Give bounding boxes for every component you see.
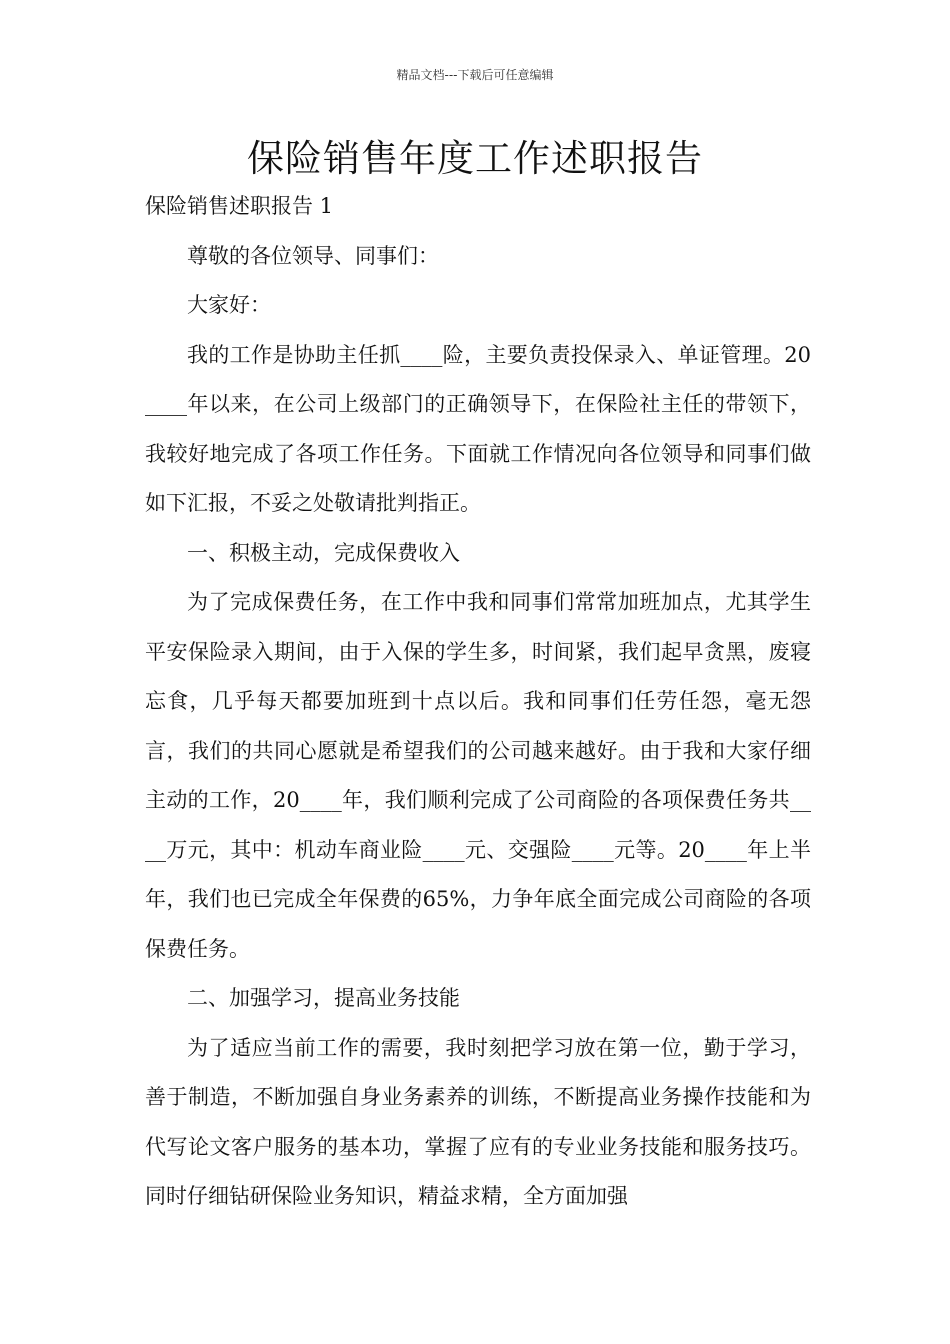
header-note: 精品文档---下载后可任意编辑 [396, 68, 554, 82]
section-heading-1: 一、积极主动，完成保费收入 [187, 540, 460, 565]
paragraph-premium: 为了完成保费任务，在工作中我和同事们常常加班加点，尤其学生平安保险录入期间，由于入保的学生多，时间紧，我们起早贪黑，废寝忘食，几乎每天都要加班到十点以后。我和同事们任劳任怨，毫无怨言，我们的共同心愿就是希望我们的公司越来越好。由于我和大家仔细主动的工作，20____年，我们顺利完成了公司商险的各项保费任务共____万元，其中：机动车商业险____元、交强险____元等。20____年上半年，我们也已完成全年保费的65%，力争年底全面完成公司商险的各项保费任务。 [145, 590, 811, 961]
hello-line: 大家好： [187, 293, 271, 317]
greeting-line: 尊敬的各位领导、同事们： [187, 243, 439, 268]
section-heading-2: 二、加强学习，提高业务技能 [187, 986, 460, 1010]
paragraph-study: 为了适应当前工作的需要，我时刻把学习放在第一位，勤于学习，善于制造，不断加强自身业务素养的训练，不断提高业务操作技能和为代写论文客户服务的基本功，掌握了应有的专业业务技能和服务技巧。同时仔细钻研保险业务知识，精益求精，全方面加强 [145, 1035, 811, 1208]
document-title: 保险销售年度工作述职报告 [247, 137, 703, 180]
report-subtitle: 保险销售述职报告 1 [145, 194, 334, 218]
document-body [145, 182, 811, 1222]
paragraph-intro: 我的工作是协助主任抓____险，主要负责投保录入、单证管理。20____年以来，在公司上级部门的正确领导下，在保险社主任的带领下，我较好地完成了各项工作任务。下面就工作情况向各位领导和同事们做如下汇报，不妥之处敬请批判指正。 [145, 342, 811, 515]
